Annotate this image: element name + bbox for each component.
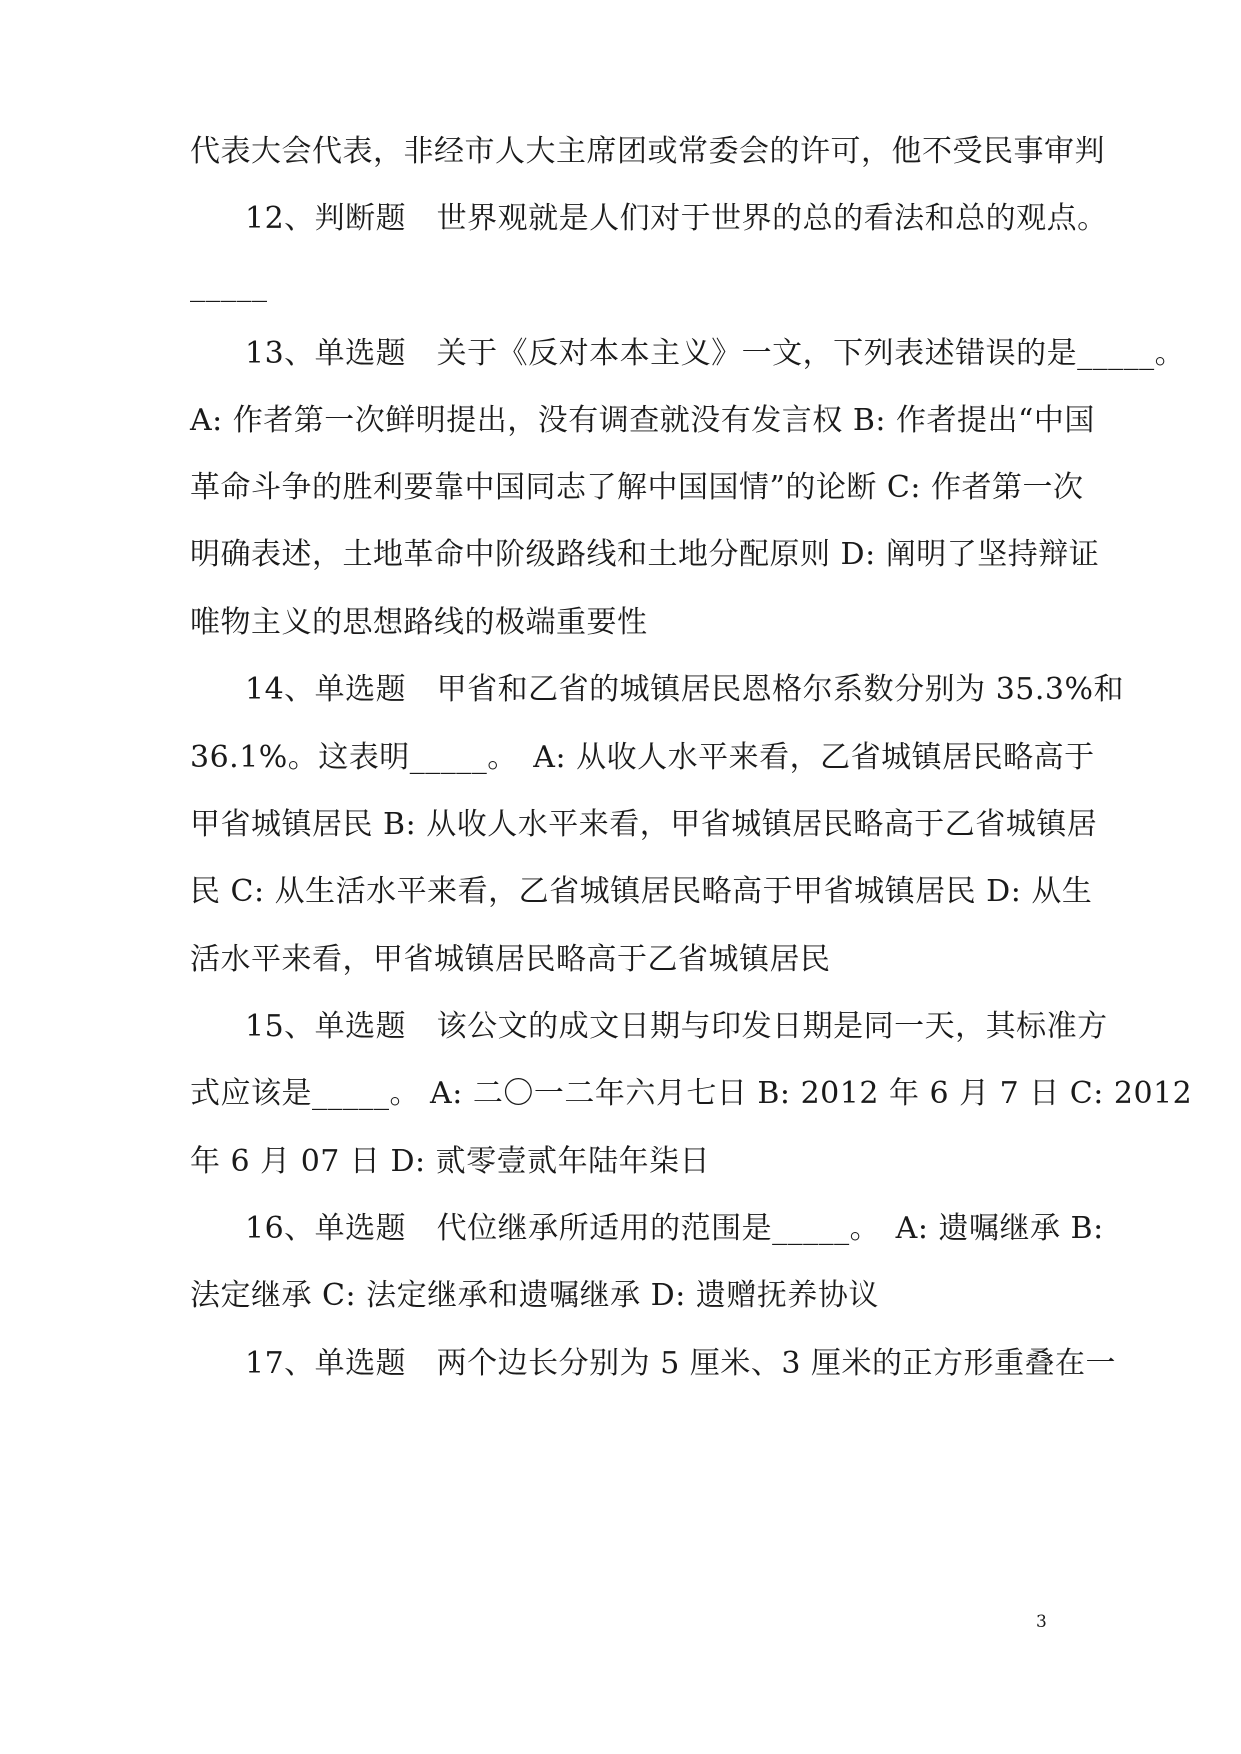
text-line: 年 6 月 07 日 D: 贰零壹贰年陆年柒日: [190, 1144, 711, 1179]
text-line: 革命斗争的胜利要靠中国同志了解中国国情”的论断 C: 作者第一次: [190, 470, 1084, 505]
question-12-line: 12、判断题 世界观就是人们对于世界的总的看法和总的观点。: [245, 201, 1108, 236]
text-line: A: 作者第一次鲜明提出，没有调查就没有发言权 B: 作者提出“中国: [190, 403, 1095, 438]
text-line: 唯物主义的思想路线的极端重要性: [190, 605, 648, 640]
text-line: 36.1%。这表明_____。 A: 从收人水平来看，乙省城镇居民略高于: [190, 740, 1095, 775]
question-17-line: 17、单选题 两个边长分别为 5 厘米、3 厘米的正方形重叠在一: [245, 1346, 1116, 1381]
answer-blank: _____: [190, 268, 268, 303]
text-line: 甲省城镇居民 B: 从收人水平来看，甲省城镇居民略高于乙省城镇居: [190, 807, 1098, 842]
text-line: 法定继承 C: 法定继承和遗嘱继承 D: 遗赠抚养协议: [190, 1278, 879, 1313]
question-15-line: 15、单选题 该公文的成文日期与印发日期是同一天，其标准方: [245, 1009, 1108, 1044]
text-line: 式应该是_____。 A: 二〇一二年六月七日 B: 2012 年 6 月 7 日 C: 2012: [190, 1076, 1193, 1111]
text-line: 明确表述，土地革命中阶级路线和土地分配原则 D: 阐明了坚持辩证: [190, 537, 1100, 572]
question-14-line: 14、单选题 甲省和乙省的城镇居民恩格尔系数分别为 35.3%和: [245, 672, 1125, 707]
question-16-line: 16、单选题 代位继承所适用的范围是_____。 A: 遗嘱继承 B:: [245, 1211, 1104, 1246]
text-line: 活水平来看，甲省城镇居民略高于乙省城镇居民: [190, 942, 831, 977]
page-number: 3: [1036, 1612, 1047, 1632]
question-13-line: 13、单选题 关于《反对本本主义》一文，下列表述错误的是_____。: [245, 336, 1186, 371]
text-line: 民 C: 从生活水平来看，乙省城镇居民略高于甲省城镇居民 D: 从生: [190, 874, 1093, 909]
text-line: 代表大会代表，非经市人大主席团或常委会的许可，他不受民事审判: [190, 134, 1105, 169]
